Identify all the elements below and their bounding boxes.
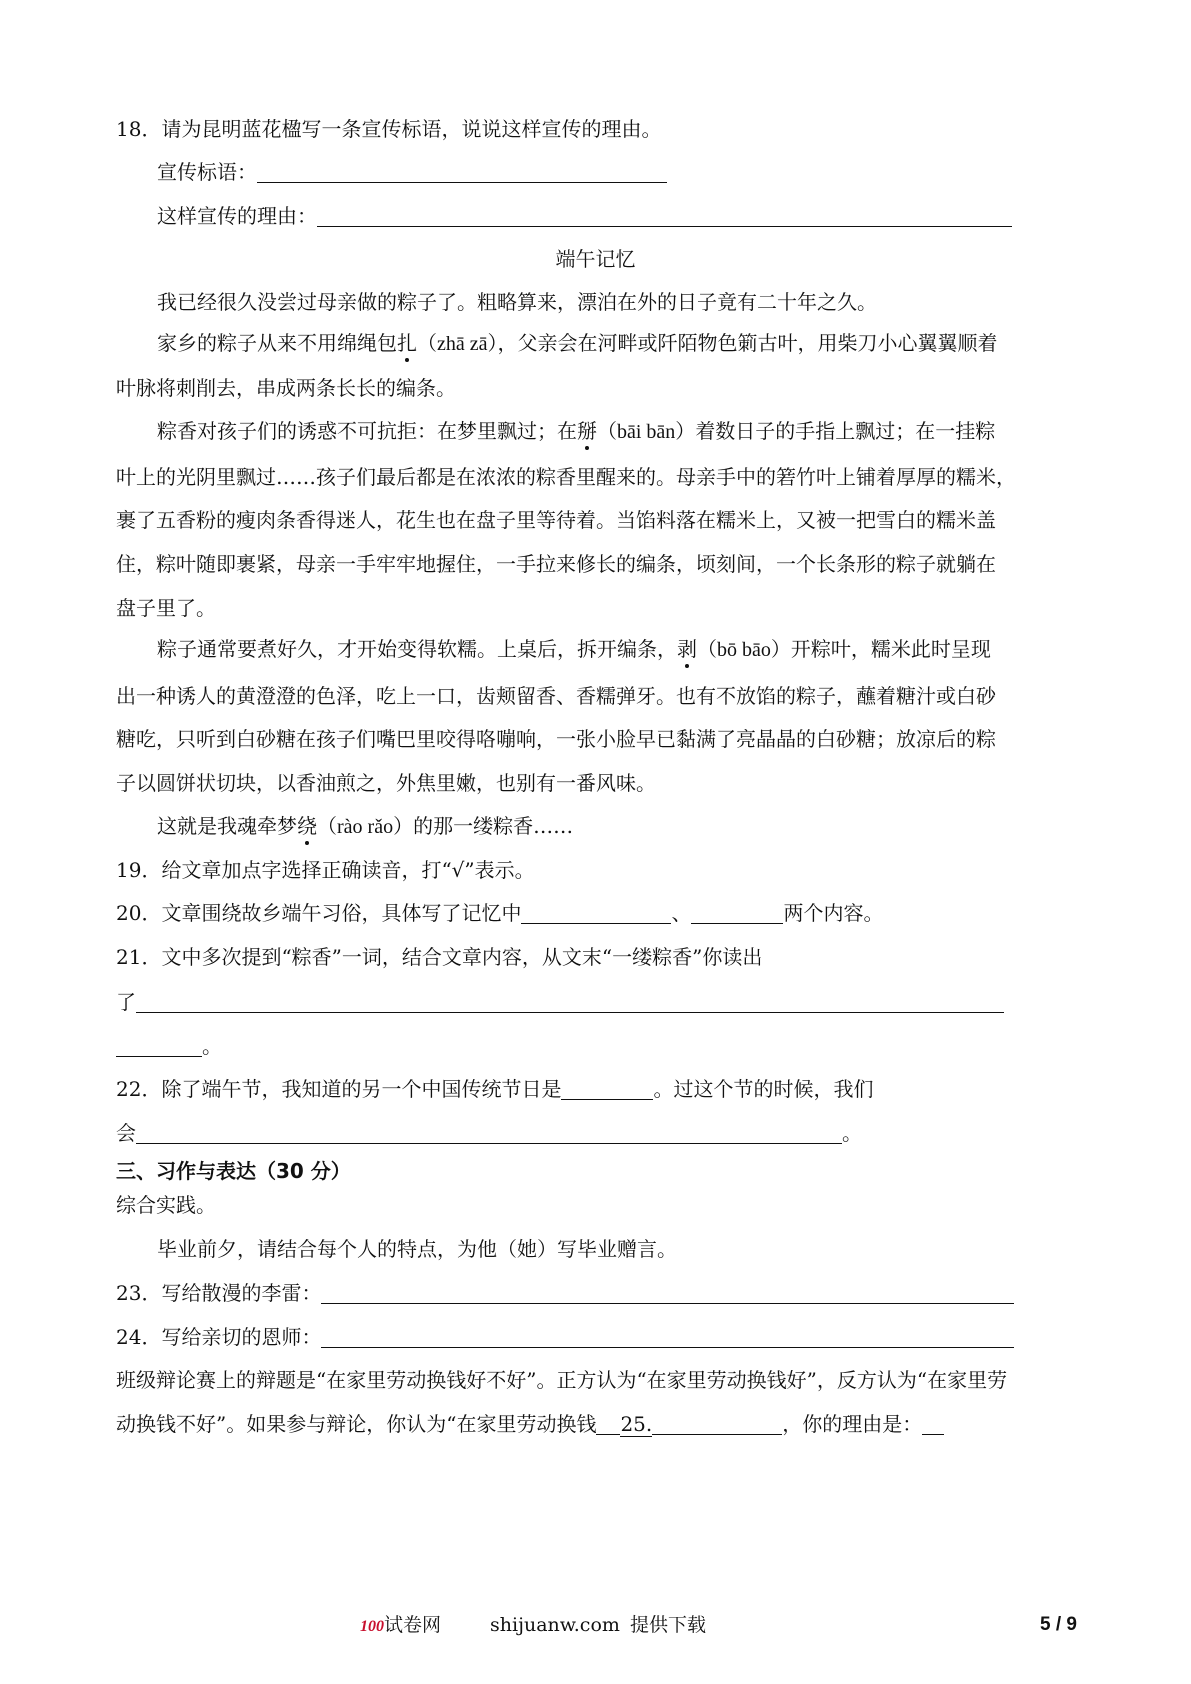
- dotted-char-bo: 剥: [677, 637, 697, 661]
- site-name: 试卷网: [384, 1614, 442, 1636]
- question-24: 24．写给亲切的恩师：: [116, 1324, 1086, 1350]
- q25-reason-blank[interactable]: [922, 1414, 944, 1435]
- q25-answer-blank-1[interactable]: [596, 1414, 620, 1435]
- article-paragraph-2-cont: 叶脉将刺削去，串成两条长长的编条。: [116, 376, 456, 400]
- question-20: 20．文章围绕故乡端午习俗，具体写了记忆中 、 两个内容。: [116, 901, 884, 925]
- question-25-number: 25.: [620, 1412, 653, 1436]
- slogan-label: 宣传标语：: [157, 160, 257, 184]
- article-paragraph-3-cont-2: 裹了五香粉的瘦肉条香得迷人，花生也在盘子里等待着。当馅料落在糯米上，又被一把雪白的糯米盖: [116, 508, 996, 532]
- reason-label: 这样宣传的理由：: [157, 204, 317, 228]
- article-paragraph-4: 粽子通常要煮好久，才开始变得软糯。上桌后，拆开编条，剥（bō bāo）开粽叶，糯米此时呈现: [157, 637, 991, 661]
- q23-answer-blank[interactable]: [321, 1283, 1014, 1304]
- q24-answer-blank[interactable]: [321, 1327, 1014, 1348]
- article-title: 端午记忆: [555, 247, 636, 271]
- dotted-char-zha: 扎: [397, 331, 417, 355]
- question-19: 19．给文章加点字选择正确读音，打“√”表示。: [116, 858, 535, 882]
- question-21: 21．文中多次提到“粽香”一词，结合文章内容，从文末“一缕粽香”你读出: [116, 945, 763, 969]
- pinyin-choice-bai[interactable]: （bāi bān）: [597, 421, 696, 443]
- slogan-row: [157, 159, 1127, 185]
- article-paragraph-4-cont-3: 子以圆饼状切块，以香油煎之，外焦里嫩，也别有一番风味。: [116, 771, 656, 795]
- reason-answer-blank[interactable]: [317, 206, 1012, 227]
- debate-paragraph: 班级辩论赛上的辩题是“在家里劳动换钱好不好”。正方认为“在家里劳动换钱好”，反方认为“在家里劳: [116, 1368, 1008, 1392]
- footer-brand: [360, 1612, 441, 1640]
- question-18: [116, 116, 1086, 142]
- dotted-char-bai: 掰: [577, 419, 597, 443]
- article-paragraph-4-cont-2: 糖吃，只听到白砂糖在孩子们嘴巴里咬得咯嘣响，一张小脸早已黏满了亮晶晶的白砂糖；放凉后的粽: [116, 727, 996, 751]
- pinyin-choice-zha[interactable]: （zhā zā）: [417, 333, 498, 355]
- footer-download: 提供下载: [630, 1614, 707, 1636]
- site-logo: 100: [360, 1618, 384, 1635]
- question-22-line-2: 会 。: [116, 1121, 862, 1145]
- pinyin-choice-rao[interactable]: （rào rǎo）: [317, 816, 414, 838]
- q20-answer-blank-2[interactable]: [691, 903, 783, 924]
- section-3-intro: 毕业前夕，请结合每个人的特点，为他（她）写毕业赠言。: [157, 1237, 677, 1261]
- debate-paragraph-line-2: 动换钱不好”。如果参与辩论，你认为“在家里劳动换钱 25. ，你的理由是：: [116, 1411, 1086, 1437]
- question-21-line-3: 。: [116, 1033, 1086, 1059]
- q20-answer-blank-1[interactable]: [521, 903, 671, 924]
- q21-answer-blank-1[interactable]: [136, 992, 1004, 1013]
- pinyin-choice-bo[interactable]: （bō bāo）: [697, 639, 791, 661]
- article-paragraph-2: 家乡的粽子从来不用绵绳包扎（zhā zā），父亲会在河畔或阡陌物色箣古叶，用柴刀小心翼翼顺着: [157, 331, 998, 355]
- article-paragraph-3: 粽香对孩子们的诱惑不可抗拒：在梦里飘过；在掰（bāi bān）着数日子的手指上飘过；在一挂粽: [157, 419, 996, 443]
- section-3-heading: 三、习作与表达（30 分）: [116, 1159, 351, 1183]
- page-number: 5 / 9: [1040, 1614, 1077, 1635]
- article-paragraph-3-cont-1: 叶上的光阴里飘过……孩子们最后都是在浓浓的粽香里醒来的。母亲手中的箬竹叶上铺着厚厚的糯米，: [116, 465, 1016, 489]
- section-3-subheading: 综合实践。: [116, 1193, 216, 1217]
- article-paragraph-1: 我已经很久没尝过母亲做的粽子了。粗略算来，漂泊在外的日子竟有二十年之久。: [157, 290, 877, 314]
- slogan-answer-blank[interactable]: [257, 162, 667, 183]
- q22-answer-blank-1[interactable]: [561, 1079, 653, 1100]
- article-paragraph-4-cont-1: 出一种诱人的黄澄澄的色泽，吃上一口，齿颊留香、香糯弹牙。也有不放馅的粽子，蘸着糖汁或白砂: [116, 684, 996, 708]
- question-23: 23．写给散漫的李雷：: [116, 1280, 1086, 1306]
- question-21-line-2: 了: [116, 989, 1086, 1015]
- article-paragraph-5: 这就是我魂牵梦绕（rào rǎo）的那一缕粽香……: [157, 814, 574, 838]
- question-22: 22．除了端午节，我知道的另一个中国传统节日是 。过这个节的时候，我们: [116, 1077, 874, 1101]
- footer-domain[interactable]: shijuanw.com: [490, 1614, 620, 1636]
- q25-answer-blank-2[interactable]: [652, 1414, 782, 1435]
- q22-answer-blank-2[interactable]: [136, 1123, 842, 1144]
- q21-answer-blank-2[interactable]: [116, 1036, 202, 1057]
- reason-row: [157, 203, 1127, 229]
- article-paragraph-3-cont-3: 住，粽叶随即裹紧，母亲一手牢牢地握住，一手拉来修长的编条，顷刻间，一个长条形的粽子就躺在: [116, 552, 996, 576]
- question-18-text: 18．请为昆明蓝花楹写一条宣传标语，说说这样宣传的理由。: [116, 117, 662, 141]
- dotted-char-rao: 绕: [297, 814, 317, 838]
- article-paragraph-3-cont-4: 盘子里了。: [116, 596, 216, 620]
